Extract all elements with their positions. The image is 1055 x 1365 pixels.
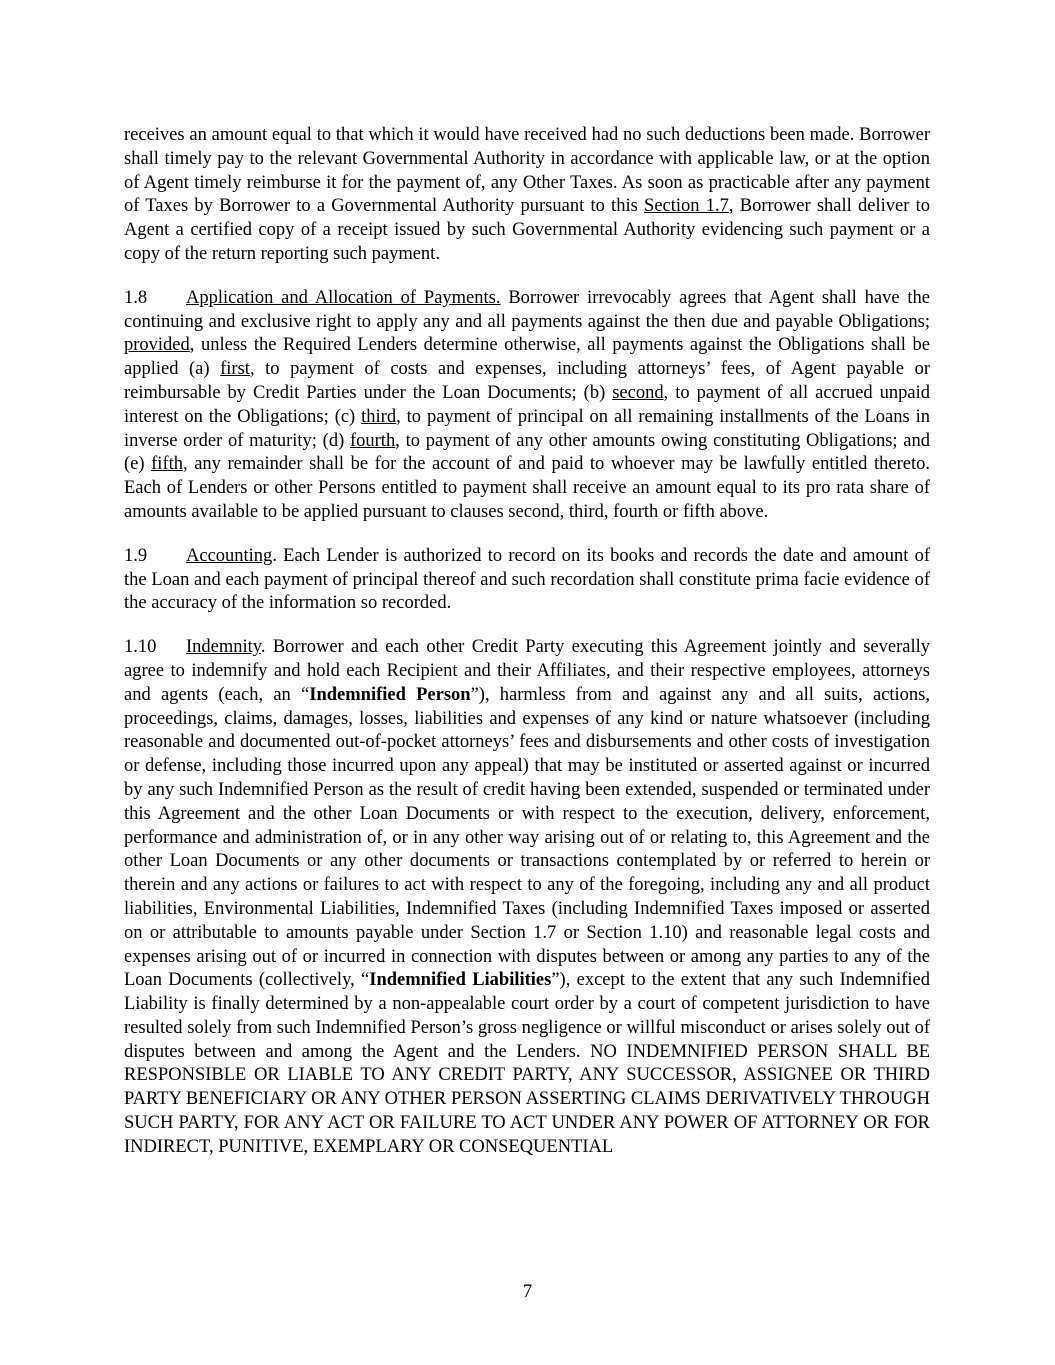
defined-term: provided <box>124 335 190 356</box>
text: ”), harmless from and against any and all suits, actions, proceedings, claims, damages, losses, liabilities and expenses of any kind or nature whatsoever (including reasonable and documented out-of-pocket attorneys’ fees and disbursements and other costs of investigation or defense, including those incurred upon any appeal) that may be instituted or asserted against or incurred by any such Indemnified Person as the result of credit having been extended, suspended or terminated under this Agreement and the other Loan Documents or with respect to the execution, delivery, enforcement, performance and administration of, or in any other way arising out of or relating to, this Agreement and the other Loan Documents or any other documents or transactions contemplated by or referred to herein or therein and any actions or failures to act with respect to any of the foregoing, including any and all product liabilities, Environmental Liabilities, Indemnified Taxes (including Indemnified Taxes imposed or asserted on or attributable to amounts payable under Section 1.7 or Section 1.10) and reasonable legal costs and expenses arising out of or incurred in connection with disputes between or among any parties to any of the Loan Documents (collectively, “ <box>124 684 930 991</box>
defined-term: first <box>220 359 250 380</box>
defined-term: second <box>612 382 664 403</box>
defined-term: third <box>361 406 397 427</box>
defined-term: fourth <box>349 430 396 451</box>
section-heading: Accounting <box>186 545 273 566</box>
section-1-9 <box>124 545 930 616</box>
text: Borrower irrevocably agrees that Agent shall have the continuing and exclusive right to apply any and all payments against the then due and payable Obligations; <box>124 287 930 332</box>
text: , to payment of all accrued unpaid interest on the Obligations; (c) <box>124 382 930 427</box>
section-number: 1.10 <box>124 637 157 658</box>
document-page-body <box>124 124 930 1180</box>
page-number: 7 <box>522 1282 533 1302</box>
defined-term: fifth <box>151 454 183 475</box>
section-heading: Indemnity <box>186 637 261 658</box>
defined-term-bold: Indemnified Person <box>309 684 471 705</box>
section-1-10 <box>124 636 930 1160</box>
section-reference-link: Section 1.7 <box>644 196 729 217</box>
section-number: 1.9 <box>124 545 148 566</box>
text: , any remainder shall be for the account of and paid to whoever may be lawfully entitled thereto. Each of Lenders or other Persons entitled to payment shall receive an amount equal to its pro rata share of amounts available to be applied pursuant to clauses second, third, fourth or fifth above. <box>124 454 930 522</box>
section-number: 1.8 <box>124 287 148 308</box>
section-1-8 <box>124 287 930 525</box>
section-heading: Application and Allocation of Payments. <box>186 287 501 308</box>
text: . Each Lender is authorized to record on its books and records the date and amount of the Loan and each payment of principal thereof and such recordation shall constitute prima facie evidence of the accuracy of the information so recorded. <box>124 545 930 614</box>
text: , Borrower shall deliver to Agent a certified copy of a receipt issued by such Governmental Authority evidencing such payment or a copy of the return reporting such payment. <box>124 196 930 264</box>
text: , to payment of any other amounts owing constituting Obligations; and (e) <box>124 430 930 475</box>
text: , unless the Required Lenders determine otherwise, all payments against the Obligations shall be applied (a) <box>124 335 930 380</box>
text: , to payment of costs and expenses, including attorneys’ fees, of Agent payable or reimbursable by Credit Parties under the Loan Documents; (b) <box>124 359 930 403</box>
defined-term-bold: Indemnified Liabilities <box>369 970 552 991</box>
text: receives an amount equal to that which it would have received had no such deductions been made. Borrower shall timely pay to the relevant Governmental Authority in accordance with applicable law, or at the option of Agent timely reimburse it for the payment of, any Other Taxes. As soon as practicable after any payment of Taxes by Borrower to a Governmental Authority pursuant to this <box>124 125 930 217</box>
text: , to payment of principal on all remaining installments of the Loans in inverse order of maturity; (d) <box>124 406 930 451</box>
text: ”), except to the extent that any such Indemnified Liability is finally determined by a non-appealable court order by a court of competent jurisdiction to have resulted solely from such Indemnified Person’s gross negligence or willful misconduct or arises solely out of disputes between and among the Agent and the Lenders. NO INDEMNIFIED PERSON SHALL BE RESPONSIBLE OR LIABLE TO ANY CREDIT PARTY, ANY SUCCESSOR, ASSIGNEE OR THIRD PARTY BENEFICIARY OR ANY OTHER PERSON ASSERTING CLAIMS DERIVATIVELY THROUGH SUCH PARTY, FOR ANY ACT OR FAILURE TO ACT UNDER ANY POWER OF ATTORNEY OR FOR INDIRECT, PUNITIVE, EXEMPLARY OR CONSEQUENTIAL <box>124 970 930 1157</box>
text: . Borrower and each other Credit Party executing this Agreement jointly and severally agree to indemnify and hold each Recipient and their Affiliates, and their respective employees, attorneys and agents (each, an “ <box>124 637 930 705</box>
paragraph-continuation <box>124 124 930 267</box>
